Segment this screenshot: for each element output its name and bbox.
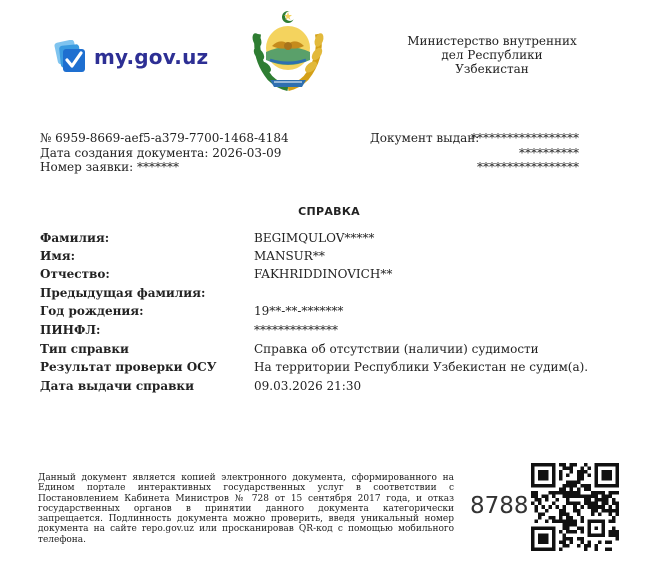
verification-code: 8788: [470, 493, 529, 519]
document-meta: [40, 131, 289, 175]
field-label: Фамилия:: [40, 231, 110, 245]
field-label: Отчество:: [40, 267, 110, 281]
ministry-line: дел Республики: [441, 48, 543, 62]
field-label: Дата выдачи справки: [40, 379, 194, 393]
request-number-label: Номер заявки:: [40, 160, 134, 174]
created-date-line: [40, 146, 289, 161]
field-pinfl: [40, 323, 600, 341]
created-date-label: Дата создания документа:: [40, 145, 209, 160]
field-value: Справка об отсутствии (наличии) судимости: [254, 342, 539, 356]
field-value: MANSUR**: [254, 249, 325, 263]
ministry-line: Узбекистан: [455, 62, 529, 76]
field-previous-surname: [40, 286, 600, 304]
field-birth-year: [40, 304, 600, 322]
state-emblem-icon: [248, 8, 328, 92]
field-surname: [40, 231, 600, 249]
request-number-line: [40, 160, 289, 175]
field-first-name: [40, 249, 600, 267]
portal-logo: [54, 40, 208, 74]
portal-name: my.gov.uz: [94, 45, 209, 69]
issuing-ministry: [404, 34, 580, 76]
field-label: Имя:: [40, 249, 76, 263]
field-issue-date: [40, 379, 600, 397]
created-date-value: 2026-03-09: [212, 145, 282, 160]
issued-to-label: Документ выдан:: [370, 131, 480, 145]
field-value: На территории Республики Узбекистан не судим(а).: [254, 360, 589, 374]
field-value: FAKHRIDDINOVICH**: [254, 267, 393, 281]
checkmark-document-icon: [54, 40, 88, 74]
issued-to-value: [471, 131, 579, 175]
document-title: СПРАВКА: [298, 205, 360, 218]
qr-code-icon: [531, 463, 619, 551]
field-label: Предыдущая фамилия:: [40, 286, 206, 300]
issued-to-line: **********: [519, 145, 579, 160]
field-label: Год рождения:: [40, 304, 144, 318]
issued-to-line: ******************: [471, 131, 579, 145]
issued-to-line: *****************: [477, 160, 579, 174]
field-value: 19**-**-*******: [254, 304, 344, 318]
issued-to-block: [370, 131, 579, 174]
field-certificate-type: [40, 342, 600, 360]
field-check-result: [40, 360, 600, 378]
field-value: **************: [254, 323, 338, 337]
field-value: BEGIMQULOV*****: [254, 231, 375, 245]
field-label: Тип справки: [40, 342, 129, 356]
field-patronymic: [40, 267, 600, 285]
request-number-value: *******: [137, 160, 180, 174]
ministry-line: Министерство внутренних: [407, 34, 577, 48]
legal-disclaimer: Данный документ является копией электронного документа, сформированного на Едином портале интерактивных государственных услуг в соответствии с Постановлением Кабинета Министров № 728 от 15 сентября 2017 года, и отказ государственных органов в принятии данного документа категорически запрещается. Подлинность документа можно проверить, введя уникальный номер документа на сайте repo.gov.uz или просканировав QR-код с помощью мобильного телефона.: [38, 473, 454, 545]
field-value: 09.03.2026 21:30: [254, 379, 362, 393]
document-number: № 6959-8669-aef5-a379-7700-1468-4184: [40, 131, 289, 145]
field-label: ПИНФЛ:: [40, 323, 101, 337]
field-label: Результат проверки ОСУ: [40, 360, 217, 374]
